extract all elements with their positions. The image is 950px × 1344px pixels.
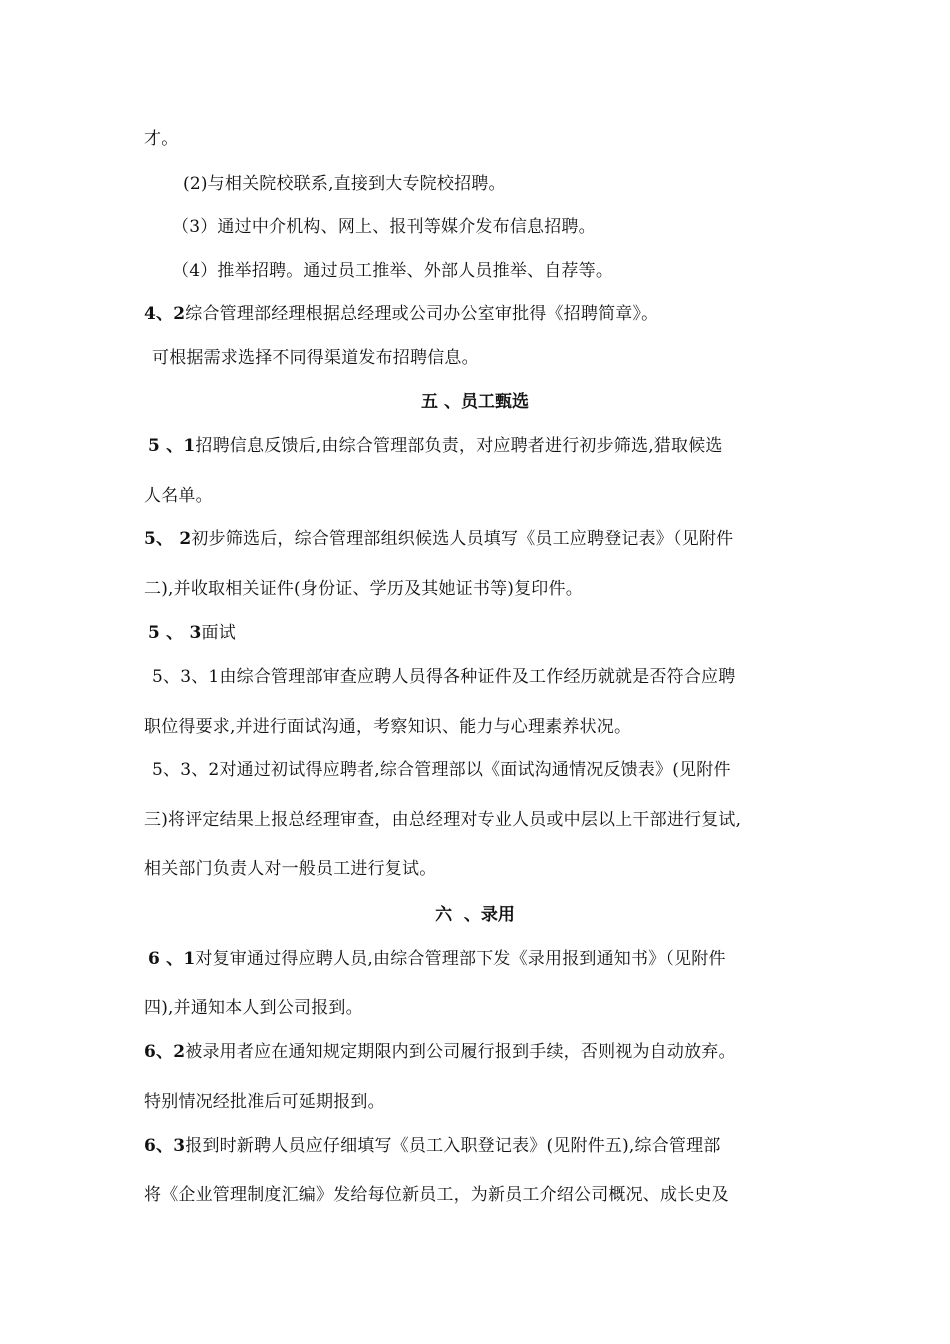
line-text: (2)与相关院校联系,直接到大专院校招聘。 [183, 174, 506, 194]
paragraph-line [172, 259, 613, 283]
paragraph-line [183, 172, 506, 196]
line-text: 综合管理部经理根据总经理或公司办公室审批得《招聘简章》。 [185, 304, 659, 324]
line-text: 报到时新聘人员应仔细填写《员工入职登记表》(见附件五),综合管理部 [185, 1136, 721, 1156]
section-heading: 六 、录用 [435, 905, 515, 925]
line-text: 将《企业管理制度汇编》发给每位新员工，为新员工介绍公司概况、成长史及 [144, 1185, 729, 1205]
line-text: 招聘信息反馈后,由综合管理部负责，对应聘者进行初步筛选,猎取候选 [195, 436, 723, 456]
line-text: 职位得要求,并进行面试沟通，考察知识、能力与心理素养状况。 [144, 717, 632, 737]
section-number: 4、2 [144, 304, 186, 324]
line-text: （4）推举招聘。通过员工推举、外部人员推举、自荐等。 [172, 261, 614, 281]
line-text: 5、3、2对通过初试得应聘者,综合管理部以《面试沟通情况反馈表》(见附件 [152, 760, 731, 780]
line-text: 初步筛选后，综合管理部组织候选人员填写《员工应聘登记表》（见附件 [191, 529, 734, 549]
paragraph-line [172, 215, 596, 239]
paragraph-line [152, 758, 731, 782]
line-text: 特别情况经批准后可延期报到。 [144, 1092, 385, 1112]
paragraph-line [148, 621, 236, 645]
line-text: 四),并通知本人到公司报到。 [144, 998, 363, 1018]
paragraph-line [144, 996, 363, 1020]
line-text: （3）通过中介机构、网上、报刊等媒介发布信息招聘。 [172, 217, 596, 237]
line-text: 面试 [201, 623, 236, 643]
paragraph-line [144, 1090, 385, 1114]
paragraph-line [144, 1040, 736, 1064]
paragraph-line [144, 127, 178, 151]
paragraph-line [144, 484, 213, 508]
paragraph-line [148, 947, 726, 971]
line-text: 相关部门负责人对一般员工进行复试。 [144, 859, 437, 879]
section-heading: 五 、员工甄选 [421, 392, 529, 412]
section-number: 6 、1 [148, 949, 196, 969]
paragraph-line [144, 527, 733, 551]
paragraph-line [144, 1134, 721, 1158]
paragraph-line [144, 857, 436, 881]
paragraph-line [144, 1183, 729, 1207]
section-number: 5、 2 [144, 529, 192, 549]
paragraph-line [144, 715, 631, 739]
line-text: 5、3、1由综合管理部审查应聘人员得各种证件及工作经历就就是否符合应聘 [152, 667, 736, 687]
paragraph-line [144, 302, 658, 326]
paragraph-line [148, 434, 723, 458]
line-text: 才。 [144, 129, 179, 149]
line-text: 人名单。 [144, 486, 213, 506]
line-text: 被录用者应在通知规定期限内到公司履行报到手续，否则视为自动放弃。 [185, 1042, 736, 1062]
paragraph-line [144, 577, 583, 601]
paragraph-line [152, 665, 735, 689]
line-text: 二),并收取相关证件(身份证、学历及其她证书等)复印件。 [144, 579, 583, 599]
line-text: 可根据需求选择不同得渠道发布招聘信息。 [152, 348, 479, 368]
paragraph-line [152, 346, 479, 370]
line-text: 三)将评定结果上报总经理审查，由总经理对专业人员或中层以上干部进行复试, [144, 810, 742, 830]
section-number: 6、3 [144, 1136, 186, 1156]
line-text: 对复审通过得应聘人员,由综合管理部下发《录用报到通知书》（见附件 [195, 949, 726, 969]
section-number: 5 、 3 [148, 623, 202, 643]
section-number: 6、2 [144, 1042, 186, 1062]
section-number: 5 、1 [148, 436, 196, 456]
paragraph-line [144, 808, 741, 832]
